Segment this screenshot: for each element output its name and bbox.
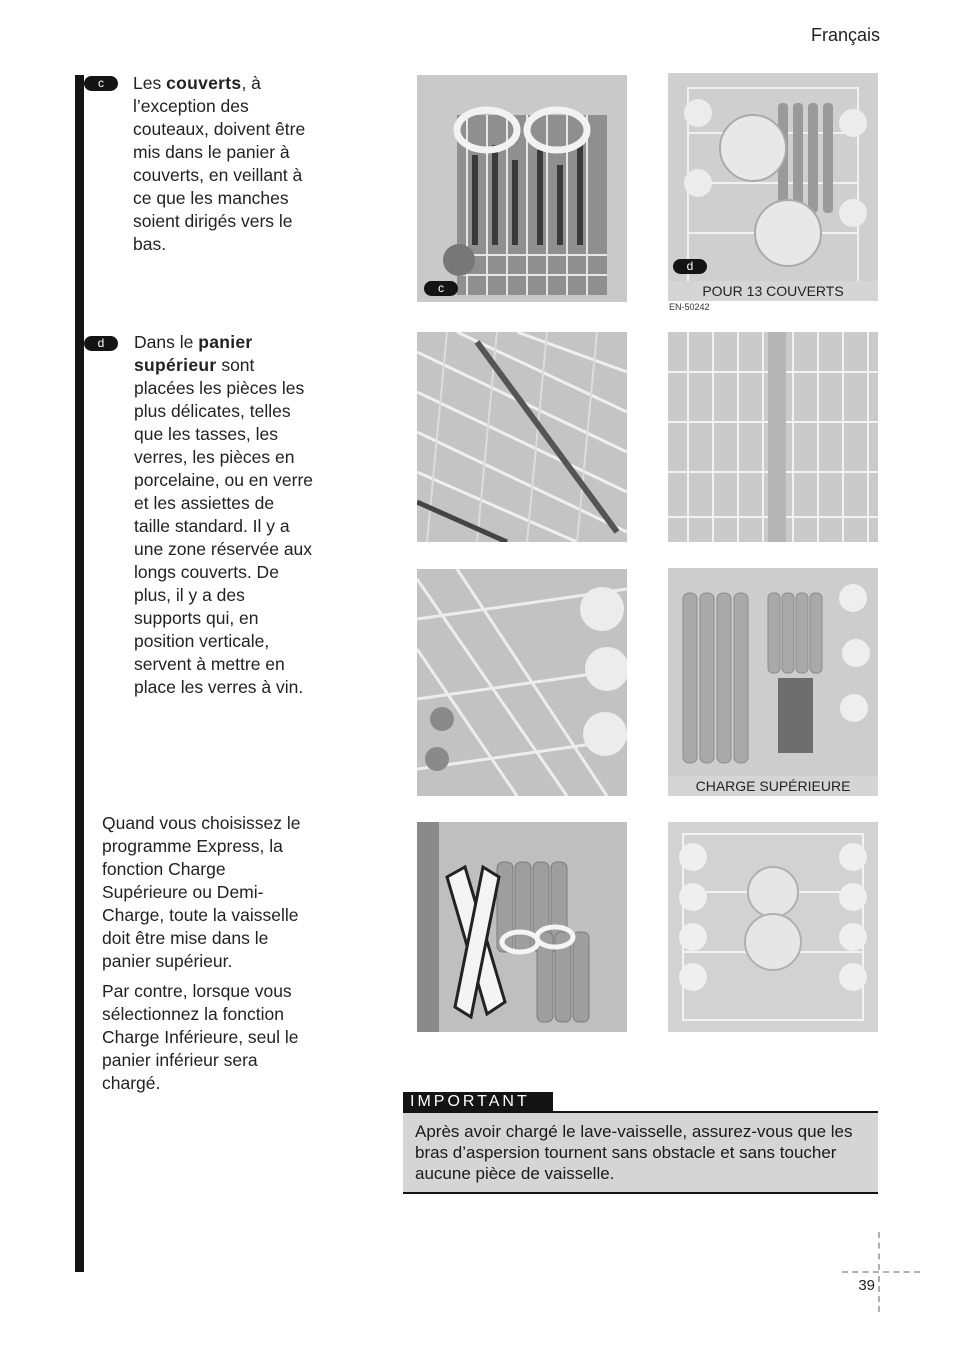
paragraph-charge-inferieure: Par contre, lorsque vous sélectionnez la fonction Charge Inférieure, seul le panier inférieur sera chargé. (102, 981, 299, 1093)
text-segment: Les (133, 73, 167, 93)
marker-c: c (84, 76, 118, 91)
photo-charge-superieure (668, 568, 878, 796)
side-rule (75, 75, 84, 1272)
bold-term-couverts: couverts (166, 73, 242, 93)
paragraph-express: Quand vous choisissez le programme Express, la fonction Charge Supérieure ou Demi-Charge, toute la vaisselle doit être mise dans le panier supérieur. (102, 813, 301, 971)
text-segment: , à l’exception des couteaux, doivent être mis dans le panier à couverts, en veillant à ce que les manches soient dirigés vers le bas. (133, 73, 306, 254)
crop-mark (878, 1232, 880, 1270)
norm-reference: EN-50242 (669, 302, 710, 312)
important-label: IMPORTANT (403, 1092, 553, 1112)
caption-charge-superieure: CHARGE SUPÉRIEURE (668, 776, 878, 796)
marker-d: d (84, 336, 118, 351)
important-note: Après avoir chargé le lave-vaisselle, assurez-vous que les bras d’aspersion tournent sans obstacle et sans toucher aucune pièce de vaisselle. (403, 1111, 878, 1194)
photo-rack-detail-2 (668, 332, 878, 542)
photo-glasses-rack (417, 569, 627, 796)
text-segment: sont placées les pièces les plus délicates, telles que les tasses, les verres, les pièces en porcelaine, ou en verre et les assiettes de taille standard. Il y a une zone réservée aux longs couverts. De plus, il y a des supports qui, en position verticale, servent à mettre en place les verres à vin. (134, 355, 313, 697)
crop-mark (878, 1276, 880, 1312)
text-segment: Dans le (134, 332, 199, 352)
photo-wrong-loading (417, 822, 627, 1032)
paragraph-panier-superieur (134, 331, 314, 699)
photo-marker-d: d (673, 259, 707, 274)
caption-13-couverts: POUR 13 COUVERTS (668, 281, 878, 301)
bold-term-panier-superieur: panier supérieur (134, 332, 253, 375)
photo-cutlery-basket (417, 75, 627, 302)
paragraph-couverts (133, 72, 313, 256)
photo-marker-c: c (424, 281, 458, 296)
photo-rack-detail-1 (417, 332, 627, 542)
language-label: Français (810, 25, 880, 45)
photo-upper-basket-bowls (668, 822, 878, 1032)
page-number: 39 (858, 1277, 875, 1294)
crop-mark (842, 1271, 920, 1273)
